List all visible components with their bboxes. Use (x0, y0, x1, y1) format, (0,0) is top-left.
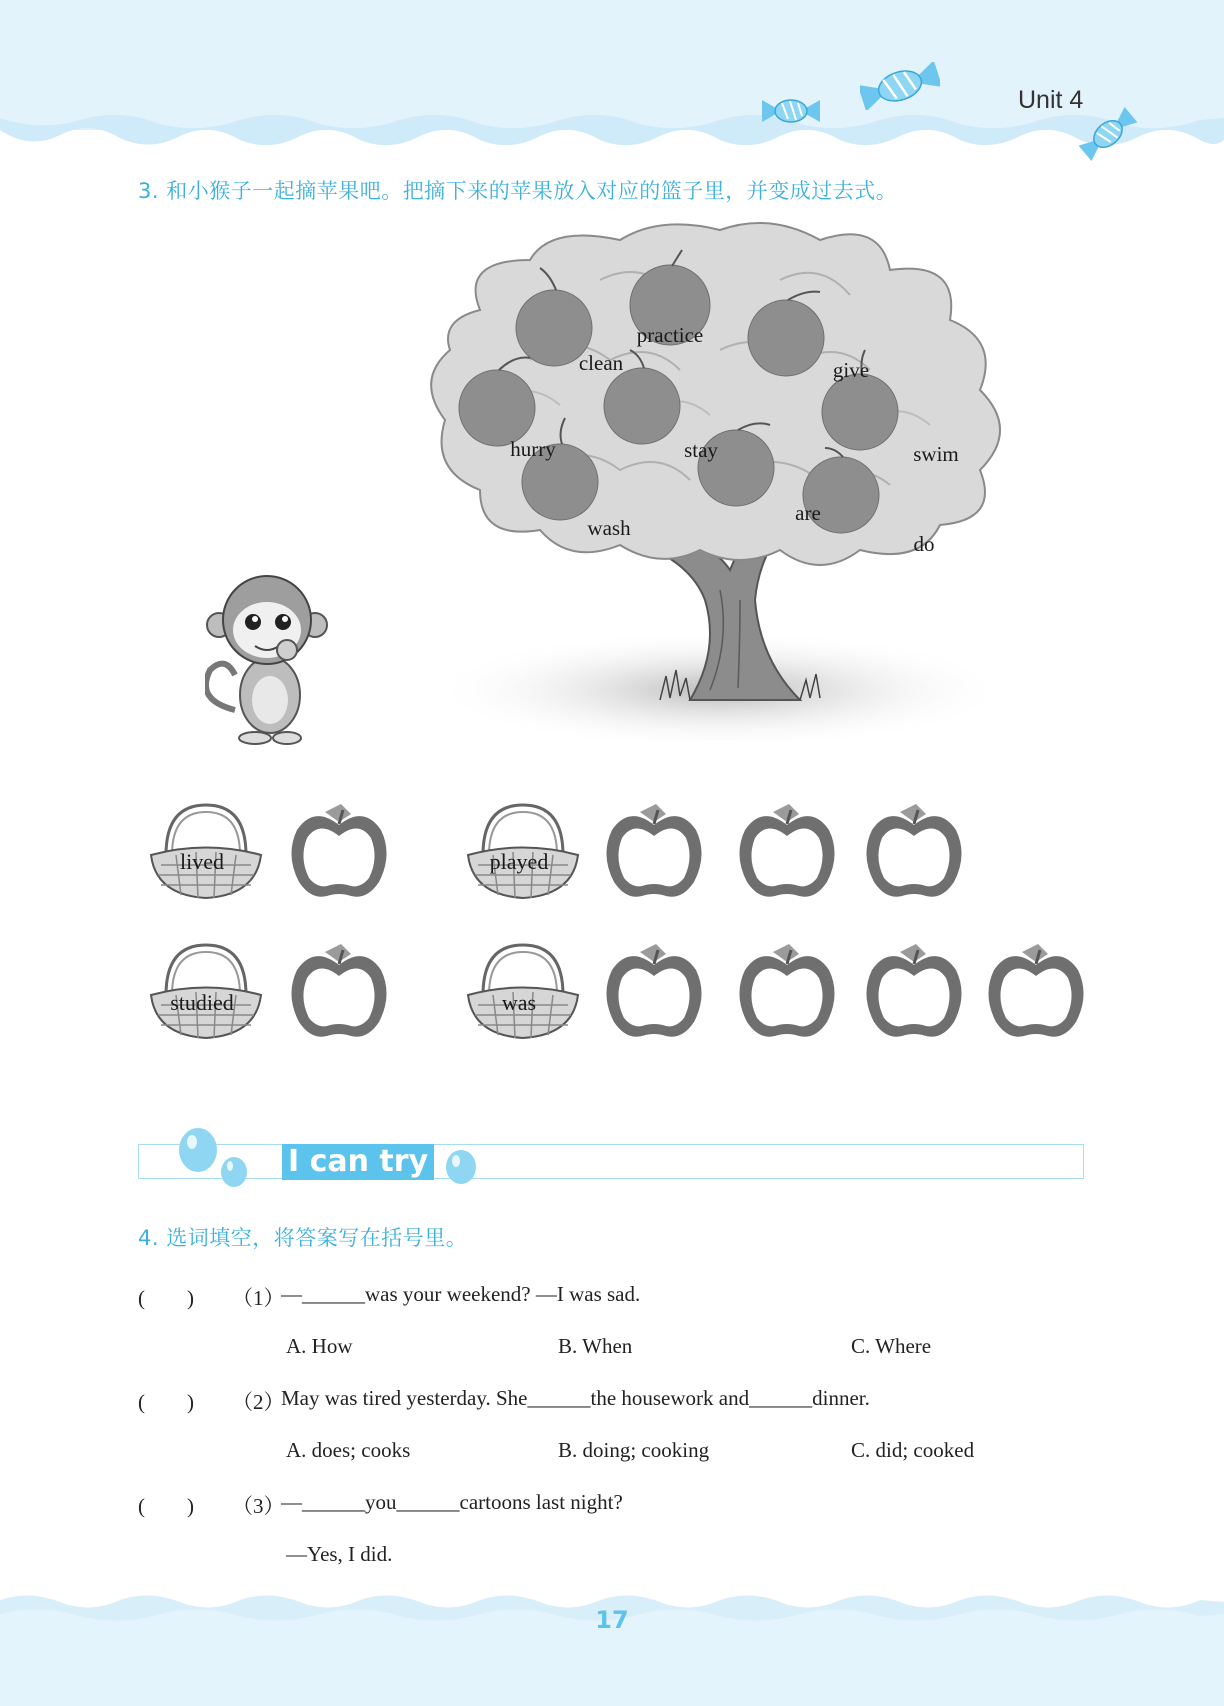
apple-word: practice (636, 323, 704, 347)
question-text: —______you______cartoons last night? (281, 1490, 623, 1514)
q3-instruction: 3. 和小猴子一起摘苹果吧。把摘下来的苹果放入对应的篮子里，并变成过去式。 (138, 179, 898, 203)
question-number: （3） (232, 1494, 285, 1518)
section-banner (138, 1144, 1084, 1179)
monkey-illustration (205, 570, 335, 745)
answer-apple-slot (289, 940, 389, 1042)
basket-label: studied (170, 990, 234, 1015)
answer-apple-slot (289, 800, 389, 902)
answer-apple-slot (864, 800, 964, 902)
apple-word: swim (913, 442, 959, 466)
candy-icon (1078, 106, 1138, 162)
question-number: （1） (232, 1286, 285, 1310)
header-band (0, 0, 1224, 165)
answer-apple-slot (604, 940, 704, 1042)
apple-word: wash (587, 516, 631, 540)
answer-parentheses[interactable]: ( ) (138, 1390, 194, 1414)
apple-word: are (795, 501, 821, 525)
basket-label: played (489, 849, 549, 874)
apple-word: hurry (510, 437, 556, 461)
apple-tree-illustration (420, 220, 1020, 740)
candy-icon (762, 94, 820, 128)
answer-apple-slot (604, 800, 704, 902)
answer-parentheses[interactable]: ( ) (138, 1286, 194, 1310)
basket-label: lived (180, 849, 224, 874)
apple-word: do (913, 532, 935, 556)
answer-apple-slot (986, 940, 1086, 1042)
answer-line: —Yes, I did. (286, 1542, 393, 1566)
answer-apple-slot (737, 940, 837, 1042)
apple-word: stay (684, 438, 718, 462)
section-title: I can try (282, 1144, 434, 1180)
answer-parentheses[interactable]: ( ) (138, 1494, 194, 1518)
question-number: （2） (232, 1390, 285, 1414)
option: A. does; cooks (286, 1438, 411, 1462)
option: A. How (286, 1334, 353, 1358)
apple-word: give (832, 358, 870, 382)
option: C. did; cooked (851, 1438, 975, 1462)
apple-word: clean (578, 351, 624, 375)
balloon-icon (444, 1148, 478, 1188)
answer-apple-slot (864, 940, 964, 1042)
q4-instruction: 4. 选词填空，将答案写在括号里。 (138, 1226, 468, 1250)
balloon-icon (178, 1126, 250, 1188)
unit-label: Unit 4 (1018, 86, 1084, 114)
page-number: 17 (595, 1606, 629, 1634)
question-text: —______was your weekend? —I was sad. (281, 1282, 641, 1306)
option: C. Where (851, 1334, 932, 1358)
answer-apple-slot (737, 800, 837, 902)
basket-label: was (501, 990, 537, 1015)
candy-icon (860, 62, 940, 110)
option: B. doing; cooking (558, 1438, 710, 1462)
option: B. When (558, 1334, 633, 1358)
question-text: May was tired yesterday. She______the housework and______dinner. (281, 1386, 870, 1410)
